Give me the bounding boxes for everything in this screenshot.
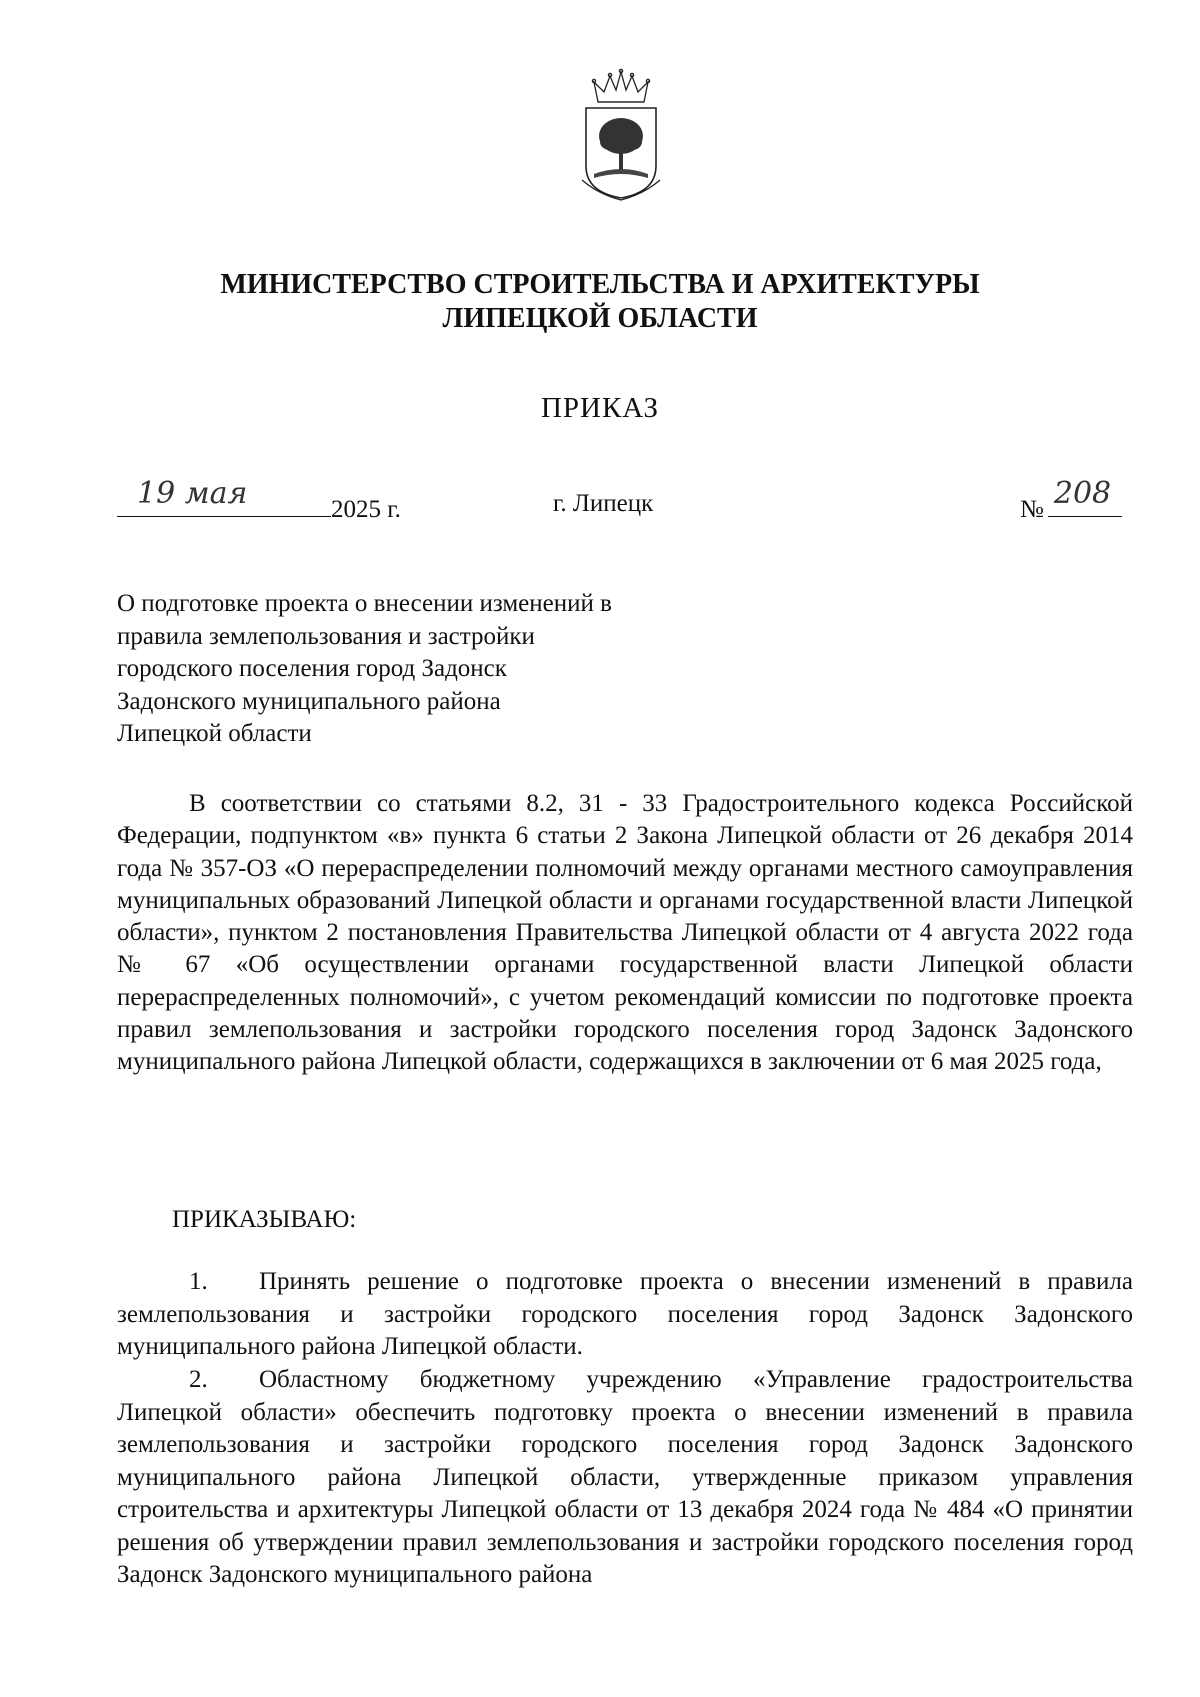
subject-line: Задонского муниципального района bbox=[117, 687, 501, 715]
order-item-2 bbox=[117, 1364, 1133, 1592]
number-underline bbox=[1048, 476, 1122, 517]
subject-line: городского поселения город Задонск bbox=[117, 655, 507, 682]
number-prefix: № bbox=[1020, 496, 1044, 523]
ministry-title-line1: МИНИСТЕРСТВО СТРОИТЕЛЬСТВА И АРХИТЕКТУРЫ bbox=[220, 269, 980, 300]
subject-line: правила землепользования и застройки bbox=[117, 622, 535, 650]
document-year: 2025 г. bbox=[331, 496, 401, 523]
subject-line: Липецкой области bbox=[117, 720, 312, 747]
legal-basis-paragraph: В соответствии со статьями 8.2, 31 - 33 Градостроительного кодекса Российской Федерации, подпунктом «в» пункта 6 статьи 2 Закона Липецкой области от 26 декабря 2014 года № 357-ОЗ «О перераспределении полномочий между органами местного самоуправления муниципальных образований Липецкой области и органами государственной власти Липецкой области», пунктом 2 постановления Правительства Липецкой области от 4 августа 2022 года № 67 «Об осуществлении органами государственной власти Липецкой области перераспределенных полномочий», с учетом рекомендаций комиссии по подготовке проекта правил землепользования и застройки городского поселения город Задонск Задонского муниципального района Липецкой области, содержащихся в заключении от 6 мая 2025 года, bbox=[117, 790, 1133, 1076]
date-underline bbox=[117, 476, 331, 517]
item-number: 2. bbox=[189, 1366, 208, 1393]
document-city: г. Липецк bbox=[553, 490, 654, 517]
document-date bbox=[117, 476, 401, 524]
order-subject bbox=[117, 588, 717, 751]
handwritten-date: 19 мая bbox=[137, 476, 248, 511]
handwritten-number: 208 bbox=[1053, 476, 1112, 511]
item-text: Принять решение о подготовке проекта о внесении изменений в правила землепользования и застройки городского поселения город Задонск Задонского муниципального района Липецкой области. bbox=[117, 1268, 1133, 1360]
order-item-1 bbox=[117, 1266, 1133, 1364]
ministry-title-line2: ЛИПЕЦКОЙ ОБЛАСТИ bbox=[442, 303, 758, 334]
item-text: Областному бюджетному учреждению «Управление градостроительства Липецкой области» обеспечить подготовку проекта о внесении изменений в правила землепользования и застройки городского поселения город Задонск Задонского муниципального района Липецкой области, утвержденные приказом управления строительства и архитектуры Липецкой области от 13 декабря 2024 года № 484 «О принятии решения об утверждении правил землепользования и застройки городского поселения город Задонск Задонского муниципального района bbox=[117, 1366, 1133, 1588]
document-type: ПРИКАЗ bbox=[540, 392, 660, 424]
ministry-title bbox=[0, 268, 1200, 336]
document-number bbox=[1020, 476, 1122, 524]
subject-line: О подготовке проекта о внесении изменений в bbox=[117, 590, 612, 617]
order-directive-word: ПРИКАЗЫВАЮ: bbox=[172, 1206, 357, 1233]
coat-of-arms-emblem bbox=[578, 68, 664, 202]
item-number: 1. bbox=[189, 1268, 208, 1295]
